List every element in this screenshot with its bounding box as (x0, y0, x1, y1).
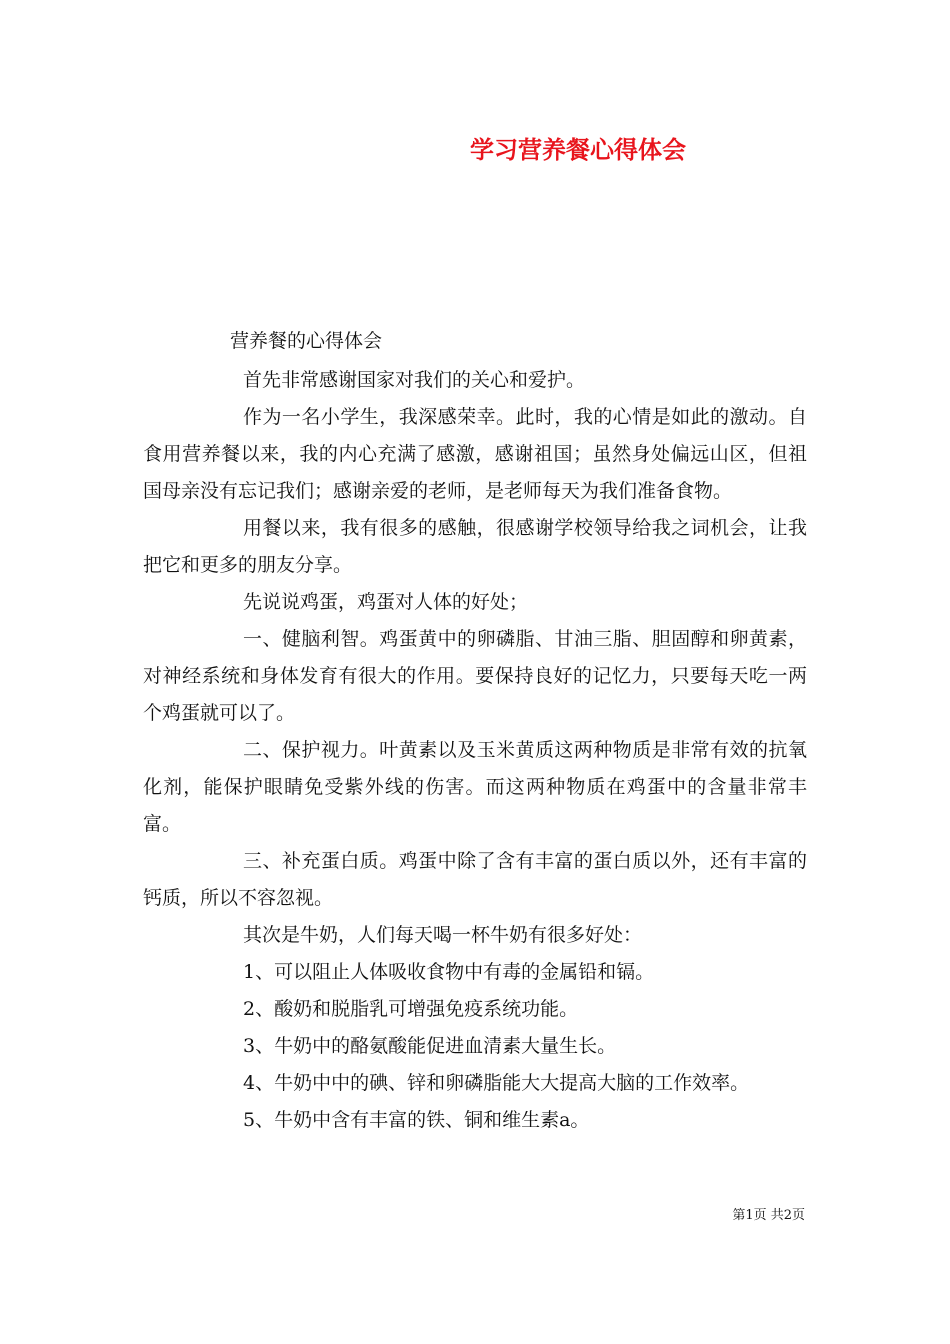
list-item: 4、牛奶中中的碘、锌和卵磷脂能大大提高大脑的工作效率。 (243, 1072, 750, 1094)
paragraph: 先说说鸡蛋，鸡蛋对人体的好处； (243, 591, 529, 613)
list-item: 1、可以阻止人体吸收食物中有毒的金属铅和镉。 (243, 961, 655, 983)
list-item: 3、牛奶中的酪氨酸能促进血清素大量生长。 (243, 1035, 617, 1057)
document-body (143, 362, 807, 1139)
list-item: 5、牛奶中含有丰富的铁、铜和维生素a。 (243, 1109, 590, 1131)
paragraph: 首先非常感谢国家对我们的关心和爱护。 (243, 369, 586, 391)
paragraph: 作为一名小学生，我深感荣幸。此时，我的心情是如此的激动。自食用营养餐以来，我的内心充满了感激，感谢祖国；虽然身处偏远山区，但祖国母亲没有忘记我们；感谢亲爱的老师，是老师每天为我们准备食物。 (143, 406, 807, 502)
list-item: 2、酸奶和脱脂乳可增强免疫系统功能。 (243, 998, 579, 1020)
document-subtitle: 营养餐的心得体会 (230, 330, 383, 352)
page-number-footer: 第1页 共2页 (732, 1208, 805, 1223)
paragraph: 一、健脑利智。鸡蛋黄中的卵磷脂、甘油三脂、胆固醇和卵黄素，对神经系统和身体发育有很大的作用。要保持良好的记忆力，只要每天吃一两个鸡蛋就可以了。 (143, 628, 807, 724)
paragraph: 二、保护视力。叶黄素以及玉米黄质这两种物质是非常有效的抗氧化剂，能保护眼睛免受紫外线的伤害。而这两种物质在鸡蛋中的含量非常丰富。 (143, 739, 807, 835)
paragraph: 三、补充蛋白质。鸡蛋中除了含有丰富的蛋白质以外，还有丰富的钙质，所以不容忽视。 (143, 850, 807, 909)
document-title: 学习营养餐心得体会 (470, 135, 686, 164)
paragraph: 其次是牛奶，人们每天喝一杯牛奶有很多好处： (243, 924, 643, 946)
paragraph: 用餐以来，我有很多的感触，很感谢学校领导给我之词机会，让我把它和更多的朋友分享。 (143, 517, 807, 576)
